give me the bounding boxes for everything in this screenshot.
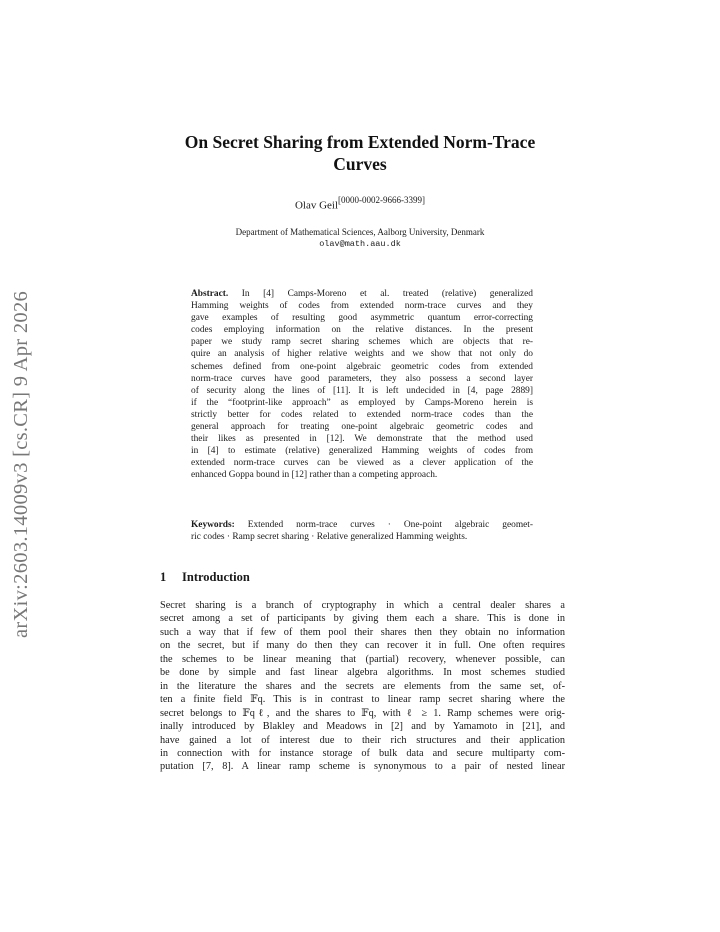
abstract-line: Hamming weights of codes from extended norm-trace curves and they [191, 301, 533, 312]
abstract-line: enhanced Goppa bound in [12] rather than a competing approach. [191, 470, 438, 481]
keywords-label: Keywords: [191, 520, 235, 530]
abstract-line: general approach for treating one-point algebraic geometric codes and [191, 422, 533, 433]
abstract-line: strictly better for codes related to extended norm-trace codes than the [191, 409, 533, 420]
body-line: putation [7, 8]. A linear ramp scheme is synonymous to a pair of nested linear [160, 761, 565, 773]
abstract-line: Abstract. In [4] Camps-Moreno et al. treated (relative) generalized [191, 289, 533, 299]
section-title: Introduction [182, 570, 250, 584]
abstract-line: norm-trace curves have good parameters, they also possess a second layer [191, 373, 533, 384]
affiliation-block [160, 226, 560, 250]
abstract-line: in [4] to estimate (relative) generalized Hamming weights of codes from [191, 446, 533, 457]
affiliation: Department of Mathematical Sciences, Aalborg University, Denmark [235, 227, 485, 237]
body-line: secret belongs to 𝔽qℓ, and the shares to 𝔽q, with ℓ ≥ 1. Ramp schemes were orig- [160, 707, 565, 719]
body-line: secret among a set of participants by giving them each a share. This is done in [160, 613, 565, 625]
paper-title [160, 131, 560, 175]
body-line: ten a finite field 𝔽q. This is in contrast to linear ramp secret sharing where the [160, 694, 565, 706]
abstract-line: their likes as presented in [12]. We demonstrate that the method used [191, 434, 533, 445]
abstract-line: codes employing information on the relative distances. In the present [191, 325, 533, 336]
abstract-line: gave examples of resulting good asymmetric quantum error-correcting [191, 313, 533, 324]
title-line-1: On Secret Sharing from Extended Norm-Trace [184, 132, 536, 152]
abstract [191, 288, 533, 482]
keywords [191, 519, 533, 543]
body-line: in the literature the shares and the secrets are elements from the same set, of- [160, 680, 565, 692]
abstract-label: Abstract. [191, 289, 229, 299]
abstract-line: paper we study ramp secret sharing schemes which are objects that re- [191, 337, 533, 348]
author-email[interactable]: olav@math.aau.dk [319, 239, 401, 249]
title-line-2: Curves [333, 154, 387, 174]
body-line: be done by simple and fast linear algebra algorithms. In most schemes studied [160, 667, 565, 679]
section-number: 1 [160, 570, 167, 584]
abstract-line: extended norm-trace curves can be viewed as a clever application of the [191, 458, 533, 469]
body-line: such a way that if few of them pool their shares then they obtain no information [160, 626, 565, 638]
abstract-line: schemes defined from one-point algebraic geometric codes from extended [191, 361, 533, 372]
abstract-line: if the “footprint-like approach” as employed by Camps-Moreno herein is [191, 397, 533, 408]
abstract-line: quire an analysis of higher relative weights and we show that not only do [191, 349, 533, 360]
body-line: on the secret, but if many do then they can recover it in full. One often requires [160, 640, 565, 652]
author-orcid: [0000-0002-9666-3399] [338, 195, 426, 205]
keywords-line: ric codes · Ramp secret sharing · Relative generalized Hamming weights. [191, 532, 468, 543]
keywords-line: Keywords: Extended norm-trace curves · One-point algebraic geomet- [191, 520, 533, 530]
section-heading [160, 570, 250, 585]
author-name: Olav Geil [294, 199, 339, 212]
body-paragraph [160, 599, 565, 774]
body-line: Secret sharing is a branch of cryptography in which a central dealer shares a [160, 600, 565, 611]
body-line: inally introduced by Blakley and Meadows in [2] and by Yamamoto in [21], and [160, 721, 565, 733]
author [160, 196, 560, 212]
body-line: the schemes to be linear meaning that (partial) recovery, whenever possible, can [160, 653, 565, 665]
arxiv-identifier: arXiv:2603.14009v3 [cs.CR] 9 Apr 2026 [10, 290, 32, 638]
body-line: in connection with for instance storage of bulk data and secure multiparty com- [160, 747, 565, 759]
abstract-line: of security along the lines of [11]. It is left undecided in [4, page 2889] [191, 385, 533, 396]
body-line: have gained a lot of interest due to their rich structures and their application [160, 734, 565, 746]
